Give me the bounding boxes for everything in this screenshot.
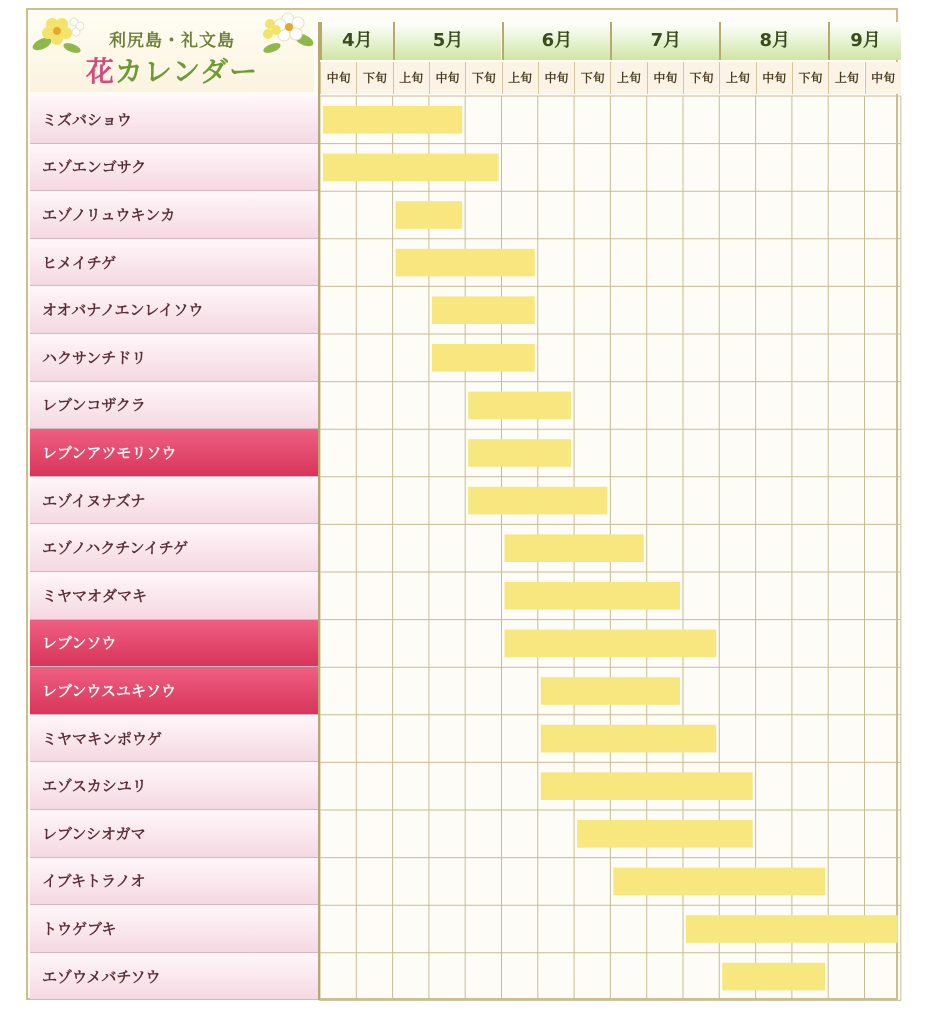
flower-name: レブンウスユキソウ xyxy=(30,667,318,715)
flower-name: ハクサンチドリ xyxy=(30,334,318,382)
flower-name: オオバナノエンレイソウ xyxy=(30,286,318,334)
period-header: 上旬 xyxy=(502,62,538,94)
flower-name: エゾイヌナズナ xyxy=(30,477,318,525)
period-header: 下旬 xyxy=(465,62,501,94)
period-header: 下旬 xyxy=(356,62,392,94)
flower-icon xyxy=(260,10,314,56)
flower-name: エゾノリュウキンカ xyxy=(30,191,318,239)
period-header: 上旬 xyxy=(393,62,429,94)
calendar-title xyxy=(30,12,314,92)
period-header: 下旬 xyxy=(683,62,719,94)
period-header: 上旬 xyxy=(828,62,864,94)
month-header: 6月 xyxy=(502,22,611,60)
flower-name: レブンシオガマ xyxy=(30,810,318,858)
title-kana: カレンダー xyxy=(114,55,259,88)
flower-name: エゾエンゴサク xyxy=(30,144,318,192)
flower-name: ミヤマキンポウゲ xyxy=(30,715,318,763)
month-header: 8月 xyxy=(719,22,828,60)
flower-icon xyxy=(32,12,84,56)
period-header: 中旬 xyxy=(320,62,356,94)
period-header: 中旬 xyxy=(865,62,901,94)
period-header: 上旬 xyxy=(719,62,755,94)
title-kanji: 花 xyxy=(85,55,115,88)
month-header: 5月 xyxy=(393,22,502,60)
flower-name: エゾノハクチンイチゲ xyxy=(30,524,318,572)
month-header: 7月 xyxy=(610,22,719,60)
title-calendar xyxy=(30,50,314,90)
flower-name: レブンアツモリソウ xyxy=(30,429,318,477)
month-header: 4月 xyxy=(320,22,393,60)
flower-name: レブンソウ xyxy=(30,620,318,668)
period-header: 下旬 xyxy=(574,62,610,94)
flower-name: ヒメイチゲ xyxy=(30,239,318,287)
month-header: 9月 xyxy=(828,22,901,60)
period-header: 中旬 xyxy=(647,62,683,94)
flower-name: ミズバショウ xyxy=(30,96,318,144)
flower-name: エゾスカシユリ xyxy=(30,762,318,810)
period-header: 中旬 xyxy=(756,62,792,94)
flower-name: エゾウメバチソウ xyxy=(30,953,318,1001)
period-header: 中旬 xyxy=(429,62,465,94)
period-header: 下旬 xyxy=(792,62,828,94)
flower-name: イブキトラノオ xyxy=(30,858,318,906)
flower-name: トウゲブキ xyxy=(30,905,318,953)
period-header: 上旬 xyxy=(610,62,646,94)
title-islands: 利尻島・礼文島 xyxy=(109,31,235,51)
flower-name: レブンコザクラ xyxy=(30,382,318,430)
period-header: 中旬 xyxy=(538,62,574,94)
flower-name: ミヤマオダマキ xyxy=(30,572,318,620)
